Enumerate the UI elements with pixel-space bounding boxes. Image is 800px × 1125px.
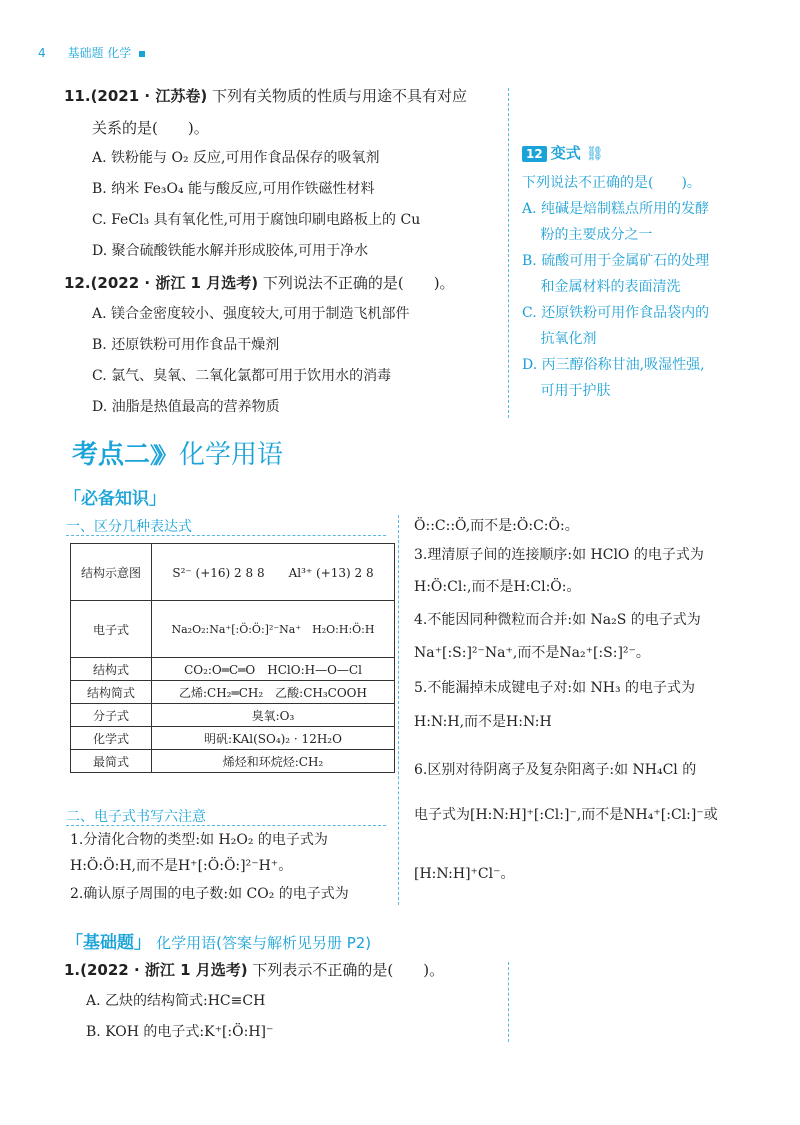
column-divider-middle: [398, 515, 399, 905]
table-label: 最简式: [71, 750, 152, 773]
q12-option-c: C. 氯气、臭氧、二氧化氯都可用于饮用水的消毒: [92, 368, 392, 384]
column-divider-top: [508, 88, 509, 418]
variant-badge: 12: [522, 146, 547, 162]
variant-line-8: 可用于护肤: [522, 383, 611, 399]
table-value: S²⁻ (+16) 2 8 8 Al³⁺ (+13) 2 8: [152, 544, 395, 601]
note-right-9: [H:N:H]⁺Cl⁻。: [414, 866, 515, 882]
subheading-1: 一、区分几种表达式: [66, 519, 192, 535]
table-value: 臭氧:O₃: [152, 704, 395, 727]
note-right-0: Ö::C::Ö,而不是:Ö:C:Ö:。: [414, 518, 579, 534]
variant-title: 变式: [550, 144, 581, 162]
knowledge-title: 必备知识: [81, 489, 149, 509]
knowledge-heading: 「必备知识」: [64, 489, 166, 509]
table-label: 结构示意图: [71, 544, 152, 601]
table-label: 结构简式: [71, 681, 152, 704]
note-right-2: H:Ö:Cl:,而不是H:Cl:Ö:。: [414, 579, 581, 595]
note-right-8: 电子式为[H:N:H]⁺[:Cl:]⁻,而不是NH₄⁺[:Cl:]⁻或: [414, 807, 718, 823]
section-arrow-icon: 》》: [150, 444, 172, 469]
variant-line-5: C. 还原铁粉可用作食品袋内的: [522, 305, 710, 321]
q11-stem-line2: 关系的是( )。: [92, 119, 209, 137]
table-label: 电子式: [71, 601, 152, 658]
q1-option-b: B. KOH 的电子式:K⁺[:Ö:H]⁻: [86, 1024, 274, 1040]
note-right-3: 4.不能因同种微粒而合并:如 Na₂S 的电子式为: [414, 612, 701, 628]
column-divider-bottom: [508, 962, 509, 1042]
q11-stem-line1: 11.(2021 · 江苏卷) 下列有关物质的性质与用途不具有对应: [64, 87, 467, 105]
variant-link-icon: ⛓: [585, 146, 604, 162]
subheading-2: 二、电子式书写六注意: [66, 809, 206, 825]
header-square-icon: [139, 51, 145, 57]
q1-stem: 1.(2022 · 浙江 1 月选考) 下列表示不正确的是( )。: [64, 961, 445, 979]
basic-title: 化学用语(答案与解析见另册 P2): [156, 934, 372, 952]
variant-heading: [522, 142, 604, 163]
variant-line-6: 抗氧化剂: [522, 331, 597, 347]
note-right-1: 3.理清原子间的连接顺序:如 HClO 的电子式为: [414, 547, 704, 563]
table-value: 明矾:KAl(SO₄)₂ · 12H₂O: [152, 727, 395, 750]
table-value: 乙烯:CH₂═CH₂ 乙酸:CH₃COOH: [152, 681, 395, 704]
variant-line-3: B. 硫酸可用于金属矿石的处理: [522, 253, 710, 269]
expression-table: [70, 543, 395, 773]
table-label: 结构式: [71, 658, 152, 681]
note-right-4: Na⁺[:S:]²⁻Na⁺,而不是Na₂⁺[:S:]²⁻。: [414, 645, 650, 661]
q12-option-a: A. 镁合金密度较小、强度较大,可用于制造飞机部件: [92, 306, 410, 322]
q11-option-b: B. 纳米 Fe₃O₄ 能与酸反应,可用作铁磁性材料: [92, 181, 375, 197]
table-row: [71, 727, 395, 750]
variant-line-4: 和金属材料的表面清洗: [522, 279, 681, 295]
page-header: [38, 44, 145, 61]
note-right-5: 5.不能漏掉未成键电子对:如 NH₃ 的电子式为: [414, 680, 696, 696]
variant-line-0: 下列说法不正确的是( )。: [522, 175, 701, 191]
subheading-1-underline: [66, 535, 386, 536]
basic-heading: 「基础题」 化学用语(答案与解析见另册 P2): [66, 933, 372, 953]
note-right-7: 6.区别对待阴离子及复杂阳离子:如 NH₄Cl 的: [414, 762, 697, 778]
note-left-1: H:Ö:Ö:H,而不是H⁺[:Ö:Ö:]²⁻H⁺。: [70, 858, 293, 874]
table-row: [71, 681, 395, 704]
header-title: 基础题 化学: [67, 46, 132, 60]
q11-option-a: A. 铁粉能与 O₂ 反应,可用作食品保存的吸氧剂: [92, 150, 380, 166]
table-value: 烯烃和环烷烃:CH₂: [152, 750, 395, 773]
table-row: [71, 704, 395, 727]
variant-line-2: 粉的主要成分之一: [522, 227, 653, 243]
page-number: 4: [38, 46, 46, 60]
table-row: [71, 544, 395, 601]
q11-option-d: D. 聚合硫酸铁能水解并形成胶体,可用于净水: [92, 243, 369, 259]
q12-option-d: D. 油脂是热值最高的营养物质: [92, 399, 280, 415]
table-label: 分子式: [71, 704, 152, 727]
note-left-0: 1.分清化合物的类型:如 H₂O₂ 的电子式为: [70, 832, 328, 848]
table-row: [71, 658, 395, 681]
q12-stem: 12.(2022 · 浙江 1 月选考) 下列说法不正确的是( )。: [64, 274, 455, 292]
subheading-2-underline: [66, 825, 386, 826]
variant-line-7: D. 丙三醇俗称甘油,吸湿性强,: [522, 357, 705, 373]
section-title: 化学用语: [179, 440, 284, 470]
table-row: [71, 601, 395, 658]
q12-option-b: B. 还原铁粉可用作食品干燥剂: [92, 337, 280, 353]
table-row: [71, 750, 395, 773]
basic-badge: 基础题: [83, 933, 134, 953]
variant-line-1: A. 纯碱是焙制糕点所用的发酵: [522, 201, 710, 217]
note-left-2: 2.确认原子周围的电子数:如 CO₂ 的电子式为: [70, 886, 349, 902]
q1-option-a: A. 乙炔的结构简式:HC≡CH: [86, 993, 266, 1009]
section-prefix: 考点二: [72, 440, 151, 470]
table-value: Na₂O₂:Na⁺[:Ö:Ö:]²⁻Na⁺ H₂O:H:Ö:H: [152, 601, 395, 658]
q11-option-c: C. FeCl₃ 具有氧化性,可用于腐蚀印刷电路板上的 Cu: [92, 212, 421, 228]
note-right-6: H:N:H,而不是H:N:H: [414, 714, 552, 730]
table-label: 化学式: [71, 727, 152, 750]
section-heading: [72, 434, 283, 471]
table-value: CO₂:O═C═O HClO:H—O—Cl: [152, 658, 395, 681]
